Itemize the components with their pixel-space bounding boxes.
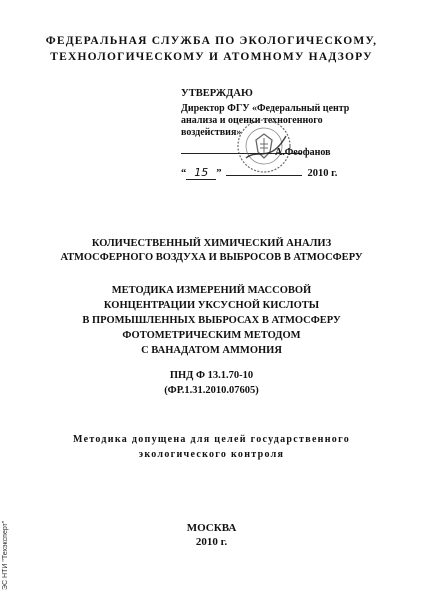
document-code: ПНД Ф 13.1.70-10	[169, 370, 254, 381]
agency-header	[0, 33, 423, 65]
category-line: КОЛИЧЕСТВЕННЫЙ ХИМИЧЕСКИЙ АНАЛИЗ	[91, 238, 332, 249]
approval-position-line: анализа и оценки техногенного	[181, 115, 323, 126]
document-category	[0, 237, 423, 265]
title-line: С ВАНАДАТОМ АММОНИЯ	[141, 345, 282, 356]
approval-heading: УТВЕРЖДАЮ	[181, 88, 253, 99]
title-line: В ПРОМЫШЛЕННЫХ ВЫБРОСАХ В АТМОСФЕРУ	[82, 315, 341, 326]
agency-line: ФЕДЕРАЛЬНАЯ СЛУЖБА ПО ЭКОЛОГИЧЕСКОМУ,	[45, 35, 378, 47]
date-open-quote: “	[181, 168, 187, 179]
date-year: 2010 г.	[307, 168, 338, 179]
date-day: 15	[186, 166, 216, 180]
date-close-quote: ”	[216, 168, 222, 179]
agency-line: ТЕХНОЛОГИЧЕСКОМУ И АТОМНОМУ НАДЗОРУ	[50, 51, 373, 63]
publication-place	[0, 521, 423, 549]
approval-position-line: Директор ФГУ «Федеральный центр	[181, 103, 350, 114]
note-line: экологического контроля	[138, 449, 285, 460]
document-code-block	[0, 368, 423, 398]
title-line: ФОТОМЕТРИЧЕСКИМ МЕТОДОМ	[122, 330, 301, 341]
publication-year: 2010 г.	[195, 536, 228, 548]
approval-note	[0, 432, 423, 462]
title-line: МЕТОДИКА ИЗМЕРЕНИЙ МАССОВОЙ	[111, 285, 312, 296]
approval-signer: А.Феофанов	[275, 147, 331, 158]
side-watermark: ЭС НТИ "Техэксперт"	[2, 520, 9, 590]
title-line: КОНЦЕНТРАЦИИ УКСУСНОЙ КИСЛОТЫ	[103, 300, 320, 311]
city: МОСКВА	[186, 522, 237, 534]
document-title	[0, 283, 423, 358]
approval-position-line: воздействия»	[181, 127, 242, 138]
registration-number: (ФР.1.31.2010.07605)	[164, 385, 259, 396]
approval-date	[181, 166, 337, 180]
date-month-blank	[226, 175, 302, 176]
note-line: Методика допущена для целей государственного	[72, 434, 350, 445]
category-line: АТМОСФЕРНОГО ВОЗДУХА И ВЫБРОСОВ В АТМОСФЕРУ	[60, 252, 363, 263]
